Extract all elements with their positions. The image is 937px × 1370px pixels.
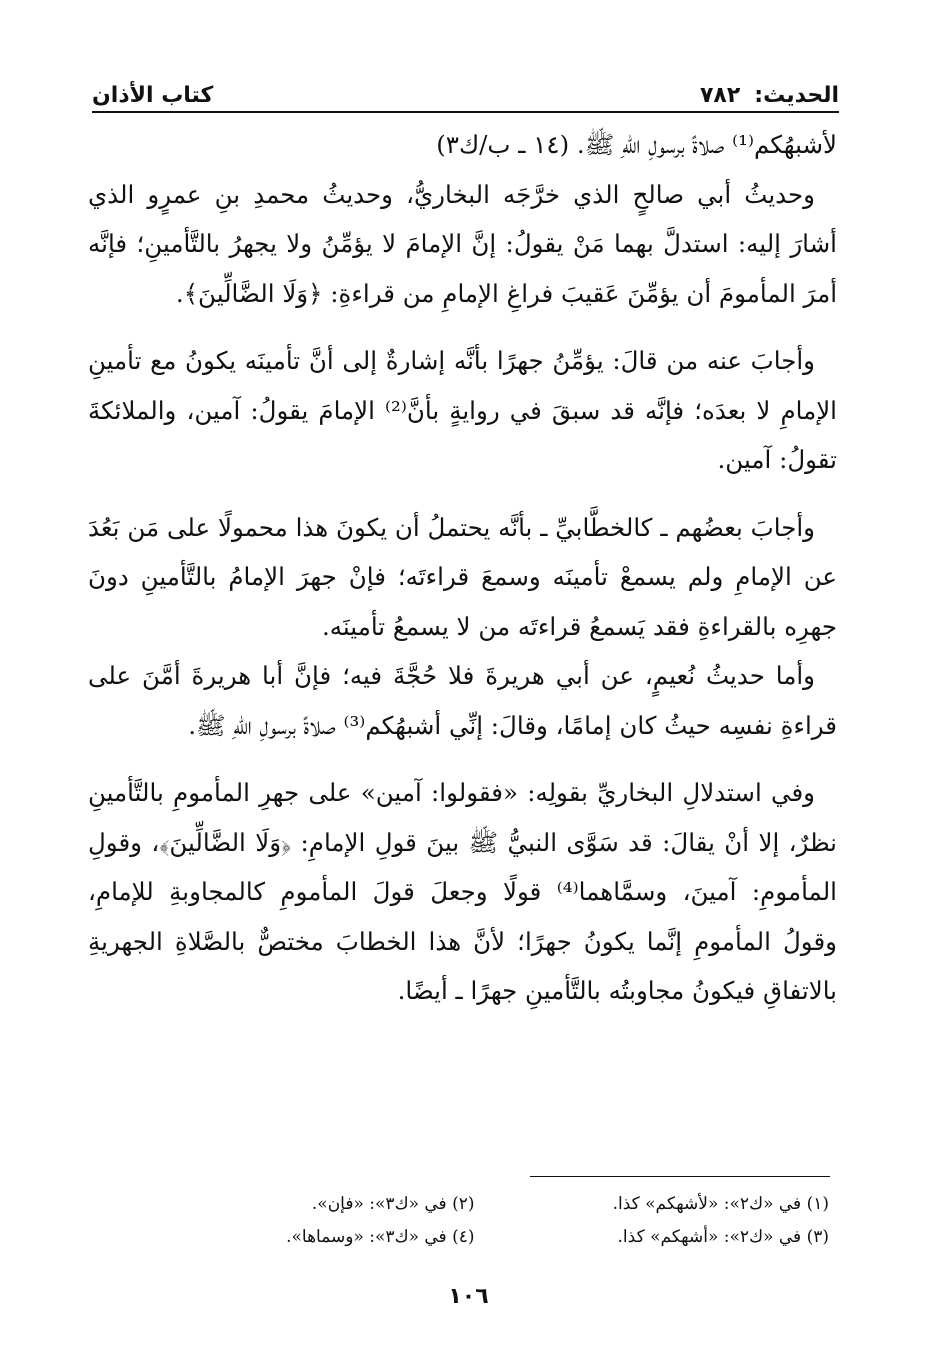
footnote-1: (١) في «ك٢»: «لأشهكم» كذا. <box>612 1194 829 1214</box>
paragraph: وفي استدلالِ البخاريِّ بقولِه: «فقولوا: آمين» على جهرِ المأمومِ بالتَّأمينِ نظرٌ، إلا أنْ يقالَ: قد سَوَّى النبيُّ ﷺ بينَ قولِ الإمامِ: ﴿وَلَا الضَّالِّينَ﴾، وقولِ المأمومِ: آمينَ، وسمَّاهما⁽⁴⁾ قولًا وجعلَ قولَ المأمومِ كالمجاوبةِ للإمامِ، وقولُ المأمومِ إنَّما يكونُ جهرًا؛ لأنَّ هذا الخطابَ مختصٌّ بالصَّلاةِ الجهريةِ بالاتفاقِ فيكونُ مجاوبتُه بالتَّأمينِ جهرًا ـ أيضًا. <box>88 778 837 1005</box>
footnote-2: (٢) في «ك٣»: «فإن». <box>311 1194 475 1214</box>
footnote-4: (٤) في «ك٣»: «وسماها». <box>286 1227 475 1247</box>
hadith-label: الحديث: <box>754 83 839 108</box>
paragraph: لأشبهُكم⁽¹⁾ صلاةً برسولِ اللهِ ﷺ. (١٤ ـ ب/ك٣) <box>436 130 837 159</box>
paragraph: وأما حديثُ نُعيمٍ، عن أبي هريرةَ فلا حُجَّةَ فيه؛ فإنَّ أبا هريرةَ أمَّنَ على قراءةِ نفسِه حيثُ كان إمامًا، وقالَ: إنِّي أشبهُكم⁽³⁾ صلاةً برسولِ اللهِ ﷺ. <box>88 661 837 740</box>
footnote-3: (٣) في «ك٢»: «أشهكم» كذا. <box>617 1227 829 1247</box>
running-header <box>92 70 839 108</box>
main-text <box>88 120 837 1016</box>
book-title: كتاب الأذان <box>92 83 214 108</box>
footnotes <box>160 1188 829 1254</box>
header-divider <box>92 111 839 113</box>
hadith-reference <box>700 83 839 108</box>
footnote-divider <box>530 1176 830 1177</box>
paragraph: وأجابَ بعضُهم ـ كالخطَّابيِّ ـ بأنَّه يحتملُ أن يكونَ هذا محمولًا على مَن بَعُدَ عن الإمامِ ولم يسمعْ تأمينَه وسمعَ قراءتَه؛ فإنْ جهرَ الإمامُ بالتَّأمينِ دونَ جهرِه بالقراءةِ فقد يَسمعُ قراءتَه من لا يسمعُ تأمينَه. <box>88 512 837 641</box>
paragraph: وأجابَ عنه من قالَ: يؤمِّنُ جهرًا بأنَّه إشارةٌ إلى أنَّ تأمينَه يكونُ مع تأمينِ الإمامِ لا بعدَه؛ فإنَّه قد سبقَ في روايةٍ بأنَّ⁽²⁾ الإمامَ يقولُ: آمين، والملائكةَ تقولُ: آمين. <box>88 346 837 474</box>
paragraph: وحديثُ أبي صالحٍ الذي خرَّجَه البخاريُّ، وحديثُ محمدِ بنِ عمرٍو الذي أشارَ إليه: استدلَّ بهما مَنْ يقولُ: إنَّ الإمامَ لا يؤمِّنُ ولا يجهرُ بالتَّأمينِ؛ فإنَّه أمرَ المأمومَ أن يؤمِّنَ عَقيبَ فراغِ الإمامِ من قراءةِ: ﴿وَلَا الضَّالِّينَ﴾. <box>88 179 837 308</box>
page-number: ١٠٦ <box>448 1284 489 1309</box>
hadith-number: ٧٨٢ <box>699 83 741 108</box>
